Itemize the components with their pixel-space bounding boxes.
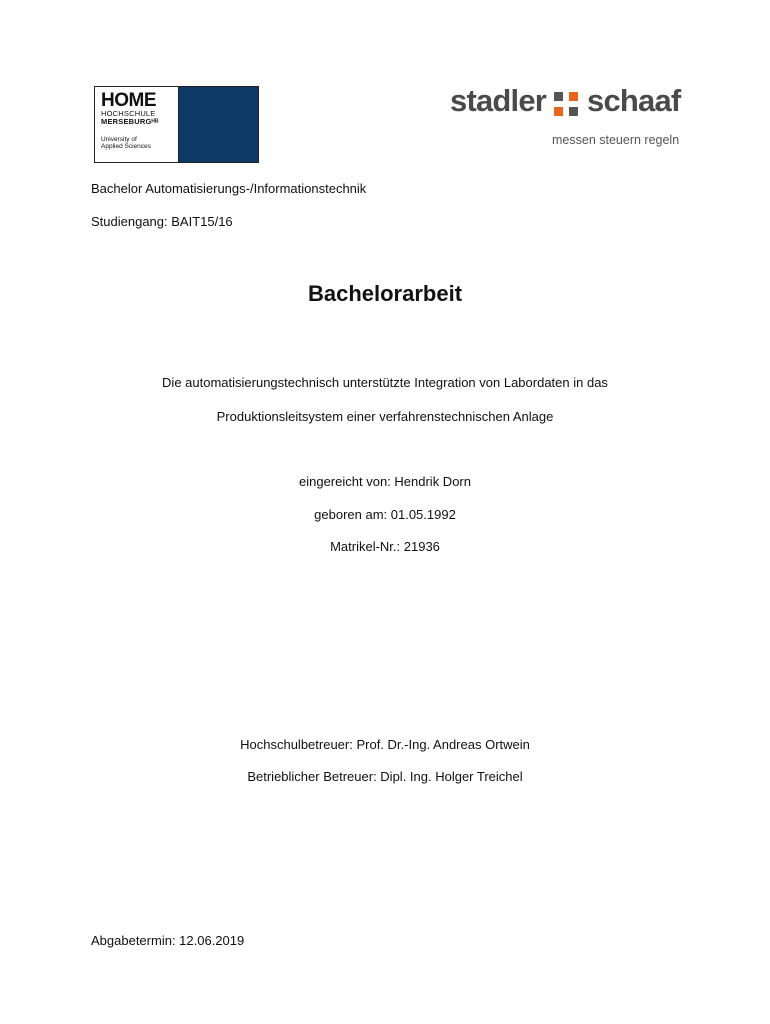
matriculation-number: Matrikel-Nr.: 21936 — [330, 539, 440, 554]
university-supervisor: Hochschulbetreuer: Prof. Dr.-Ing. Andreas Ortwein — [240, 737, 530, 752]
stadler-schaaf-logo — [450, 82, 680, 152]
stadler-schaaf-tagline: messen steuern regeln — [552, 133, 680, 147]
home-logo-line-applied-sciences: Applied Sciences — [101, 143, 151, 150]
stadler-schaaf-cross-icon — [551, 89, 581, 119]
home-logo-text-panel — [95, 87, 179, 162]
stadler-wordmark: stadler — [450, 83, 547, 118]
course-of-study: Studiengang: BAIT15/16 — [91, 214, 233, 229]
date-of-birth: geboren am: 01.05.1992 — [314, 507, 456, 522]
schaaf-wordmark: schaaf — [587, 83, 681, 118]
home-logo-line-university: University of — [101, 136, 137, 143]
company-supervisor: Betrieblicher Betreuer: Dipl. Ing. Holger Treichel — [247, 769, 523, 784]
home-logo-color-panel — [179, 87, 258, 162]
hochschule-merseburg-logo — [94, 86, 259, 163]
submission-deadline: Abgabetermin: 12.06.2019 — [91, 933, 245, 948]
thesis-subtitle-line-2: Produktionsleitsystem einer verfahrenstechnischen Anlage — [216, 409, 554, 424]
document-title: Bachelorarbeit — [307, 281, 463, 306]
home-logo-line-merseburg: MERSEBURGᴴᴮ — [101, 117, 159, 126]
thesis-subtitle-line-1: Die automatisierungstechnisch unterstützte Integration von Labordaten in das — [162, 375, 608, 390]
submitted-by: eingereicht von: Hendrik Dorn — [299, 474, 471, 489]
degree-program: Bachelor Automatisierungs-/Informationstechnik — [91, 181, 367, 196]
home-logo-wordmark: HOME — [101, 90, 156, 111]
home-logo-line-hochschule: HOCHSCHULE — [101, 109, 156, 118]
